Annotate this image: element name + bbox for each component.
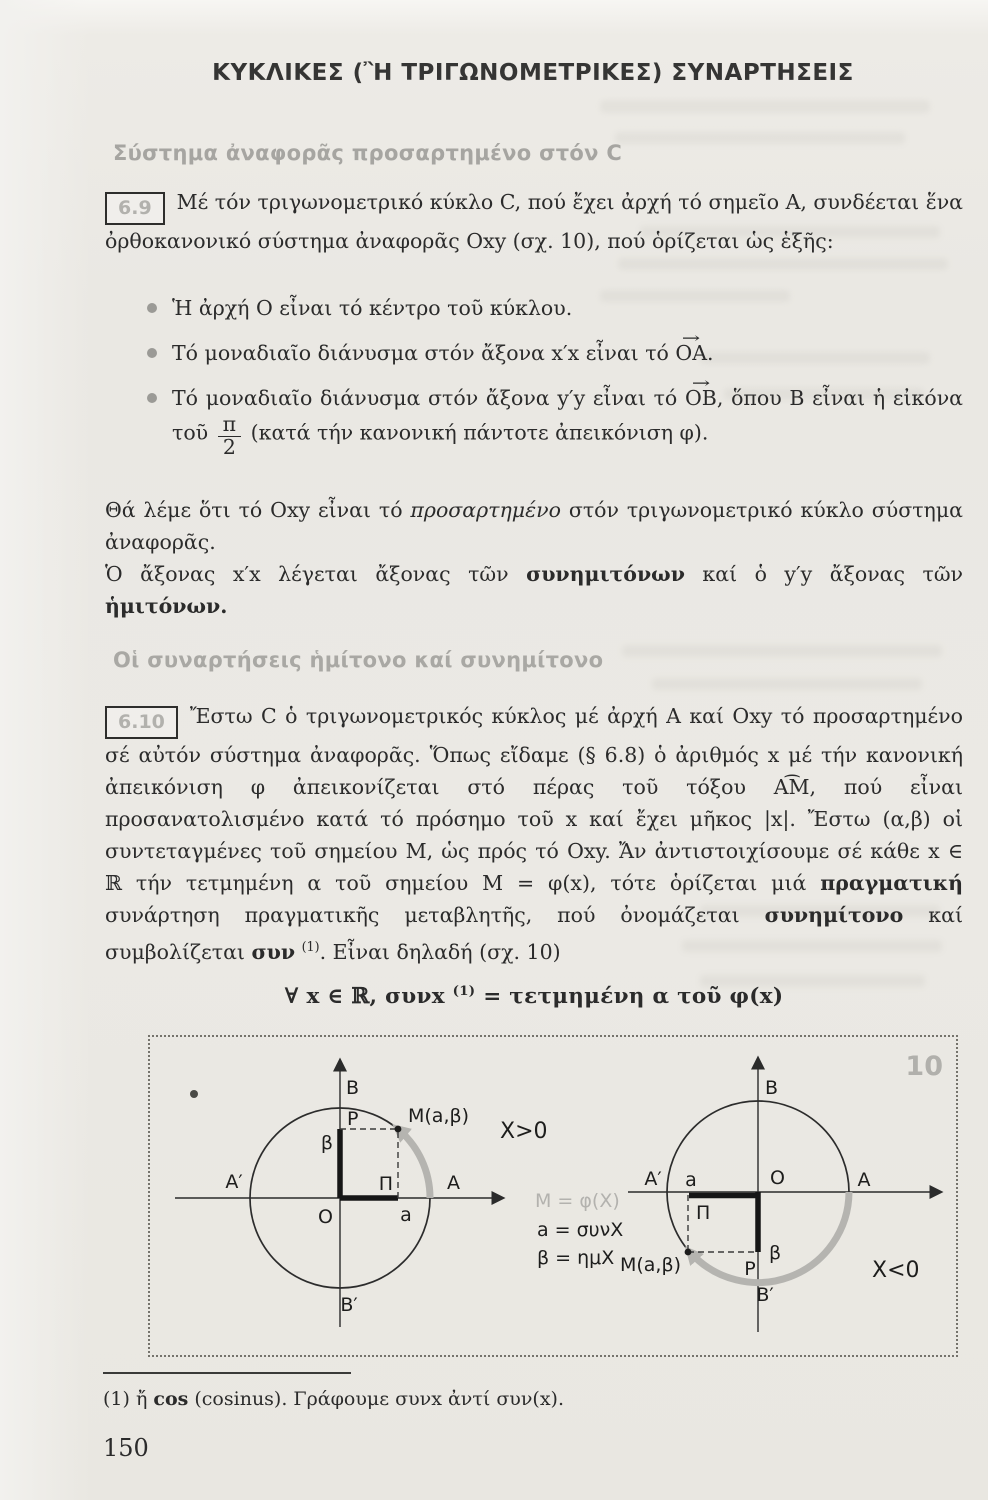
- paragraph-text: στόν τριγωνομετρικό κύκλο σύστημα ἀναφορᾶς.: [105, 498, 963, 554]
- condition-x-positive: X>0: [500, 1119, 548, 1144]
- bleed-through: [652, 678, 922, 690]
- label-beta: β: [320, 1132, 333, 1154]
- legend-line-3: β = ημX: [537, 1247, 615, 1269]
- label-O: O: [318, 1206, 333, 1228]
- footnote-bold-term: cos: [153, 1388, 189, 1410]
- bullet-icon: [147, 393, 157, 403]
- paragraph-block: [105, 494, 963, 622]
- paragraph-6-10: [105, 700, 963, 968]
- paragraph-text: καί ὁ y′y ἄξονας τῶν: [684, 562, 964, 586]
- subsection-heading: Οἱ συναρτήσεις ἡμίτονο καί συνημίτονο: [113, 648, 604, 672]
- point-M: [685, 1249, 692, 1256]
- paragraph-text: , πού εἶναι προσανατολισμένο κατά τό πρόσημο τοῦ x καί ἔχει μῆκος |x|. Ἔστω (α,β) οἱ συντεταγμένες τοῦ σημείου Μ, ὡς πρός τό Oxy. Ἄν ἀντιστοιχίσουμε σέ κάθε x ∈ ℝ τήν τετμημένη α τοῦ σημείου Μ = φ(x), τότε ὁρίζεται μιά: [105, 775, 964, 895]
- bullet-text: .: [707, 341, 714, 365]
- right-diagram: [620, 1059, 940, 1332]
- paragraph-text: Μέ τόν τριγωνομετρικό κύκλο C, πού ἔχει ἀρχή τό σημεῖο Α, συνδέεται ἕνα ὀρθοκανονικό σύστημα ἀναφορᾶς Oxy (σχ. 10), πού ὁρίζεται ὡς ἑξῆς:: [105, 190, 963, 253]
- footnote-text: (1) ἤ: [103, 1388, 154, 1410]
- list-item: [105, 337, 963, 369]
- label-O: O: [770, 1167, 785, 1189]
- formula-text: = τετμημένη α τοῦ φ(x): [475, 984, 784, 1010]
- legend-line-1: M = φ(X): [535, 1190, 620, 1212]
- footnote-marker: (1): [452, 983, 476, 999]
- bold-term: συνημιτόνων: [526, 562, 685, 586]
- emphasized-term: προσαρτημένο: [410, 498, 561, 522]
- bold-term: πραγματική: [820, 871, 963, 895]
- arc-AM: ⌢ ΑΜ: [774, 771, 810, 803]
- figure-legend: [535, 1190, 623, 1269]
- label-A-prime: A′: [644, 1168, 662, 1190]
- footnote-rule: [103, 1372, 351, 1374]
- figure-10-diagram: [150, 1037, 956, 1355]
- left-diagram: [175, 1061, 548, 1327]
- arc-arrow: [398, 1129, 430, 1198]
- page-title: ΚΥΚΛΙΚΕΣ (Ἢ ΤΡΙΓΩΝΟΜΕΤΡΙΚΕΣ) ΣΥΝΑΡΤΗΣΕΙΣ: [212, 60, 854, 86]
- section-subtitle: Σύστημα ἀναφορᾶς προσαρτημένο στόν C: [113, 141, 623, 165]
- bullet-icon: [147, 348, 157, 358]
- label-B: B: [346, 1077, 360, 1099]
- label-P: P: [744, 1258, 756, 1280]
- bullet-text: Ἡ ἀρχή Ο εἶναι τό κέντρο τοῦ κύκλου.: [172, 296, 573, 320]
- vector-OB: → ΟΒ: [685, 382, 717, 414]
- display-formula: [105, 983, 963, 1009]
- label-alpha: a: [685, 1169, 697, 1191]
- bullet-text: , ὅπου Β εἶναι ἡ εἰκόνα τοῦ: [172, 386, 963, 445]
- print-speck: [190, 1090, 198, 1098]
- bleed-through: [618, 258, 948, 270]
- figure-10-box: [148, 1035, 958, 1357]
- paragraph-text: καί συμβολίζεται: [105, 903, 963, 964]
- bullet-icon: [147, 303, 157, 313]
- footnote-text: (cosinus). Γράφουμε συνx ἀντί συν(x).: [188, 1388, 564, 1410]
- bleed-through: [600, 100, 930, 113]
- bullet-list: [105, 292, 963, 471]
- label-A: A: [857, 1169, 871, 1191]
- bullet-text: (κατά τήν κανονική πάντοτε ἀπεικόνιση φ).: [244, 420, 709, 445]
- list-item: [105, 292, 963, 324]
- label-A-prime: A′: [225, 1171, 243, 1193]
- label-B-prime: B′: [756, 1284, 774, 1306]
- footnote-marker: (1): [301, 939, 320, 954]
- fraction-pi-over-2: $\frac{\pi}{2}$: [218, 414, 241, 458]
- bleed-through: [622, 645, 942, 657]
- arc-arrow: [690, 1192, 849, 1283]
- point-M: [395, 1126, 402, 1133]
- section-number-box: 6.10: [105, 706, 178, 739]
- label-alpha: a: [400, 1204, 412, 1226]
- label-B: B: [765, 1077, 779, 1099]
- paragraph-text: Θά λέμε ὅτι τό Oxy εἶναι τό: [105, 498, 411, 522]
- label-Pi: Π: [378, 1173, 393, 1195]
- bullet-text: Τό μοναδιαῖο διάνυσμα στόν ἄξονα y′y εἶναι τό: [172, 386, 685, 410]
- list-item: [105, 382, 963, 458]
- page-number: 150: [103, 1434, 149, 1462]
- legend-line-2: a = συνX: [537, 1219, 624, 1241]
- footnote: [103, 1384, 923, 1414]
- bullet-text: Τό μοναδιαῖο διάνυσμα στόν ἄξονα x′x εἶναι τό: [172, 341, 676, 365]
- label-B-prime: B′: [340, 1294, 358, 1316]
- label-beta: β: [769, 1242, 782, 1264]
- label-P: P: [347, 1108, 359, 1130]
- formula-text: ∀ x ∈ ℝ, συνx: [284, 984, 453, 1010]
- bold-term: συν: [251, 939, 296, 964]
- bold-term: ἡμιτόνων.: [105, 594, 228, 618]
- paragraph-text: Ὁ ἄξονας x′x λέγεται ἄξονας τῶν: [105, 562, 527, 586]
- paragraph-text: συνάρτηση πραγματικῆς μεταβλητῆς, πού ὀνομάζεται: [105, 903, 765, 927]
- section-number-box: 6.9: [105, 192, 165, 225]
- figure-number: 10: [905, 1051, 943, 1082]
- label-M: M(a,β): [619, 1254, 681, 1276]
- label-Pi: Π: [696, 1202, 711, 1224]
- paragraph-text: Ἔστω C ὁ τριγωνομετρικός κύκλος μέ ἀρχή Α καί Oxy τό προσαρτημένο σέ αὐτόν σύστημα ἀναφορᾶς. Ὅπως εἴδαμε (§ 6.8) ὁ ἀριθμός x μέ τήν κανονική ἀπεικόνιση φ ἀπεικονίζεται στό πέρας τοῦ τόξου: [105, 704, 963, 799]
- condition-x-negative: X<0: [872, 1258, 920, 1283]
- label-A: A: [447, 1172, 460, 1194]
- paragraph-text: . Εἶναι δηλαδή (σχ. 10): [319, 939, 561, 964]
- paragraph-6-9: [105, 186, 963, 257]
- bold-term: συνημίτονο: [764, 903, 904, 927]
- label-M: M(a,β): [408, 1105, 470, 1127]
- vector-OA: → ΟΑ: [675, 337, 707, 369]
- bleed-through: [615, 132, 905, 144]
